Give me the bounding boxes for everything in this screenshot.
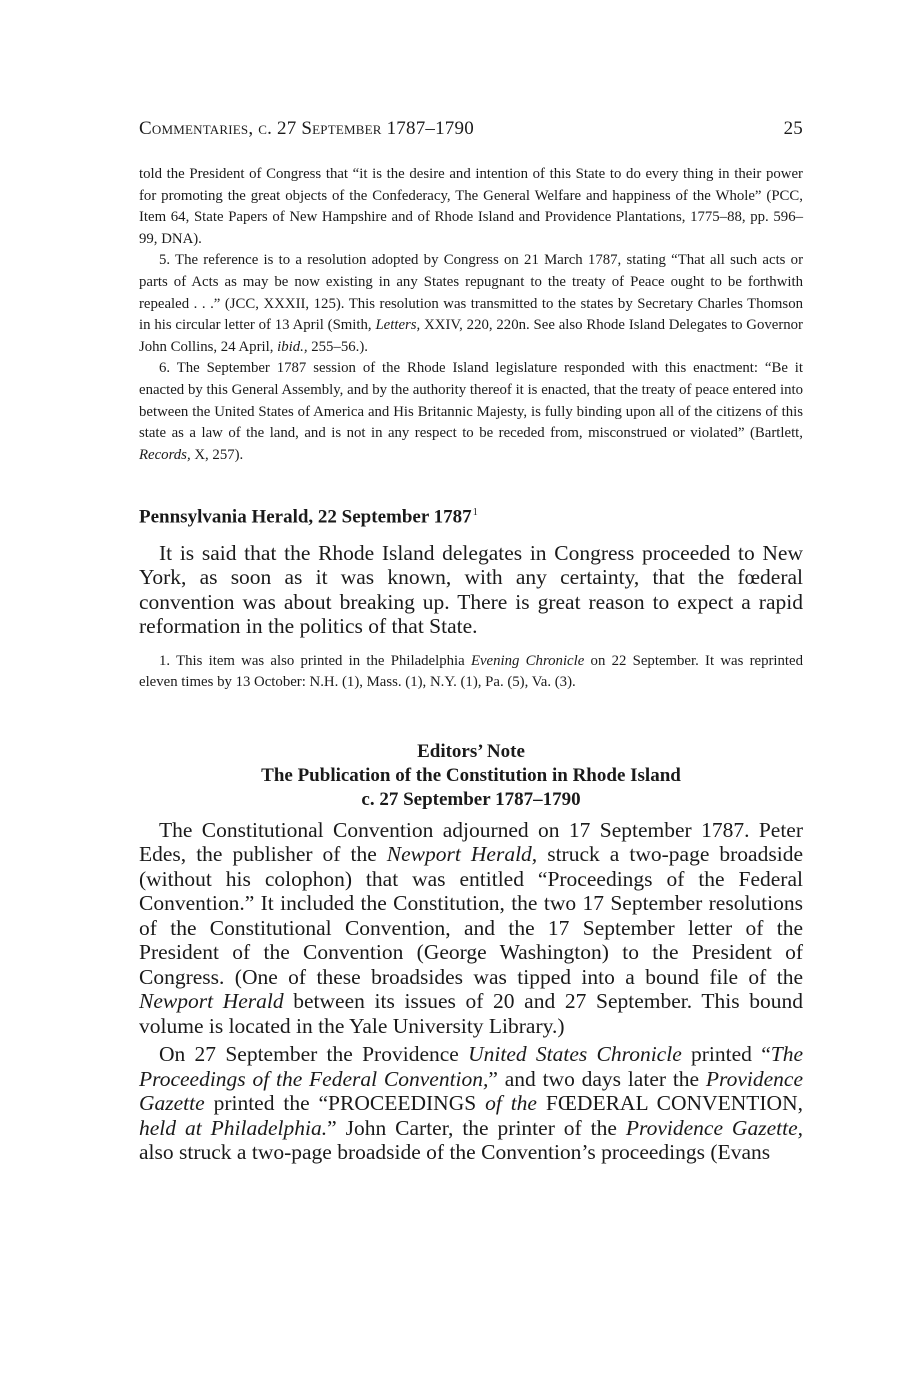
p1-newport-herald-italic: Newport Herald, xyxy=(386,842,538,867)
editors-note-paragraph-2 xyxy=(139,1042,803,1165)
p1-text-c: between its issues of 20 and 27 September. This bound volume is located in the Yale University Library.) xyxy=(139,989,803,1038)
p1-text-a: The Constitutional Convention adjourned on 17 September 1787. Peter Edes, the publisher of the xyxy=(139,817,803,867)
herald-footnote-marker: 1 xyxy=(472,507,478,519)
endnote-5 xyxy=(139,250,803,358)
editors-note-heading-line1: Editors’ Note xyxy=(417,740,525,762)
herald-heading-text: Pennsylvania Herald, 22 September 1787 xyxy=(139,506,472,528)
herald-paragraph: It is said that the Rhode Island delegates in Congress proceeded to New York, as soon as it was known, with any certainty, that the fœderal convention was about breaking up. There is great reason to expect a rapid reformation in the politics of that State. xyxy=(139,540,803,639)
p2-text-d: printed the “PROCEEDINGS xyxy=(204,1091,486,1116)
p2-chronicle-italic: United States Chronicle xyxy=(468,1042,682,1067)
endnote-6 xyxy=(139,358,803,466)
p2-gazette-italic-2: Providence Gazette, xyxy=(625,1115,803,1140)
herald-footnotes xyxy=(139,651,803,694)
p2-text-g: also struck a two-page broadside of the Convention’s proceedings (Evans xyxy=(139,1140,771,1165)
endnote-5-text-a: 5. The reference is to a resolution adopted by Congress on 21 March 1787, stating “That all such acts or parts of Acts as may be now existing in any States repugnant to the treaty of Peace ought to be forthwith repealed . . .” (JCC, XXXII, 125). This resolution was transmitted to the states by Secretary Charles Thomson in his circular letter of 13 April (Smith, xyxy=(139,252,803,334)
herald-footnote-text-a: 1. This item was also printed in the Philadelphia xyxy=(159,652,471,669)
p1-text-b: struck a two-page broadside (without his colophon) that was entitled “Proceedings of the Federal Convention.” It included the Constitution, the two 17 September resolutions of the Constitutional Convention, and the 17 September letter of the President of the Convention (George Washington) to the President of Congress. (One of these broadsides was tipped into a bound file of the xyxy=(139,842,803,989)
endnote-5-text-c: 255–56.). xyxy=(307,338,368,355)
editors-note-heading-line3: c. 27 September 1787–1790 xyxy=(361,788,581,810)
herald-footnote-1 xyxy=(139,651,803,694)
p2-gazette-italic: Providence Gazette xyxy=(139,1066,803,1116)
running-head xyxy=(139,118,803,140)
endnote-5-ibid-italic: ibid., xyxy=(277,338,308,355)
editors-note-heading-line2: The Publication of the Constitution in Rhode Island xyxy=(261,764,681,786)
herald-footnote-text-b: on 22 September. It was reprinted eleven times by 13 October: N.H. (1), Mass. (1), N.Y. (1), Pa. (5), Va. (3). xyxy=(139,652,803,691)
p2-proceedings-italic: The Proceedings of the Federal Convention, xyxy=(139,1042,803,1091)
running-head-title: Commentaries, c. 27 September 1787–1790 xyxy=(139,118,474,139)
endnote-6-records-italic: Records, xyxy=(139,446,191,463)
document-page xyxy=(139,118,803,1169)
herald-footnote-chronicle-italic: Evening Chronicle xyxy=(470,652,585,669)
herald-body xyxy=(139,541,803,639)
endnote-6-text-b: X, 257). xyxy=(190,446,244,463)
endnote-6-text-a: 6. The September 1787 session of the Rhode Island legislature responded with this enactment: “Be it enacted by this General Assembly, and by the authority thereof it is enacted, that the treaty of peace entered into between the United States of America and His Britannic Majesty, is fully binding upon all of the citizens of this state as a law of the land, and is not in any respect to be receded from, misconstrued or violated” (Bartlett, xyxy=(139,360,803,442)
endnote-5-text-b: XXIV, 220, 220n. See also Rhode Island Delegates to Governor John Collins, 24 April, xyxy=(139,317,803,355)
endnotes-continued xyxy=(139,164,803,466)
p2-text-f: ” John Carter, the printer of the xyxy=(327,1115,626,1140)
herald-heading xyxy=(139,500,803,530)
endnote-5-letters-italic: Letters, xyxy=(375,317,421,334)
p2-text-e: FŒDERAL CONVENTION, xyxy=(536,1091,803,1116)
p1-newport-herald-italic-2: Newport Herald xyxy=(139,989,284,1014)
editors-note-body xyxy=(139,818,803,1165)
page-number: 25 xyxy=(783,118,803,139)
p2-of-the-italic: of the xyxy=(485,1091,537,1116)
editors-note-heading xyxy=(139,740,803,812)
editors-note-paragraph-1 xyxy=(139,818,803,1039)
p2-text-a: On 27 September the Providence xyxy=(159,1042,469,1067)
p2-text-b: printed “ xyxy=(681,1042,771,1067)
p2-held-italic: held at Philadelphia. xyxy=(139,1115,328,1140)
endnote-4-continued: told the President of Congress that “it is the desire and intention of this State to do every thing in their power for promoting the great objects of the Confederacy, The General Welfare and happiness of the Whole” (PCC, Item 64, State Papers of New Hampshire and of Rhode Island and Providence Plantations, 1775–88, pp. 596–99, DNA). xyxy=(139,166,803,247)
p2-text-c: ” and two days later the xyxy=(488,1066,706,1091)
